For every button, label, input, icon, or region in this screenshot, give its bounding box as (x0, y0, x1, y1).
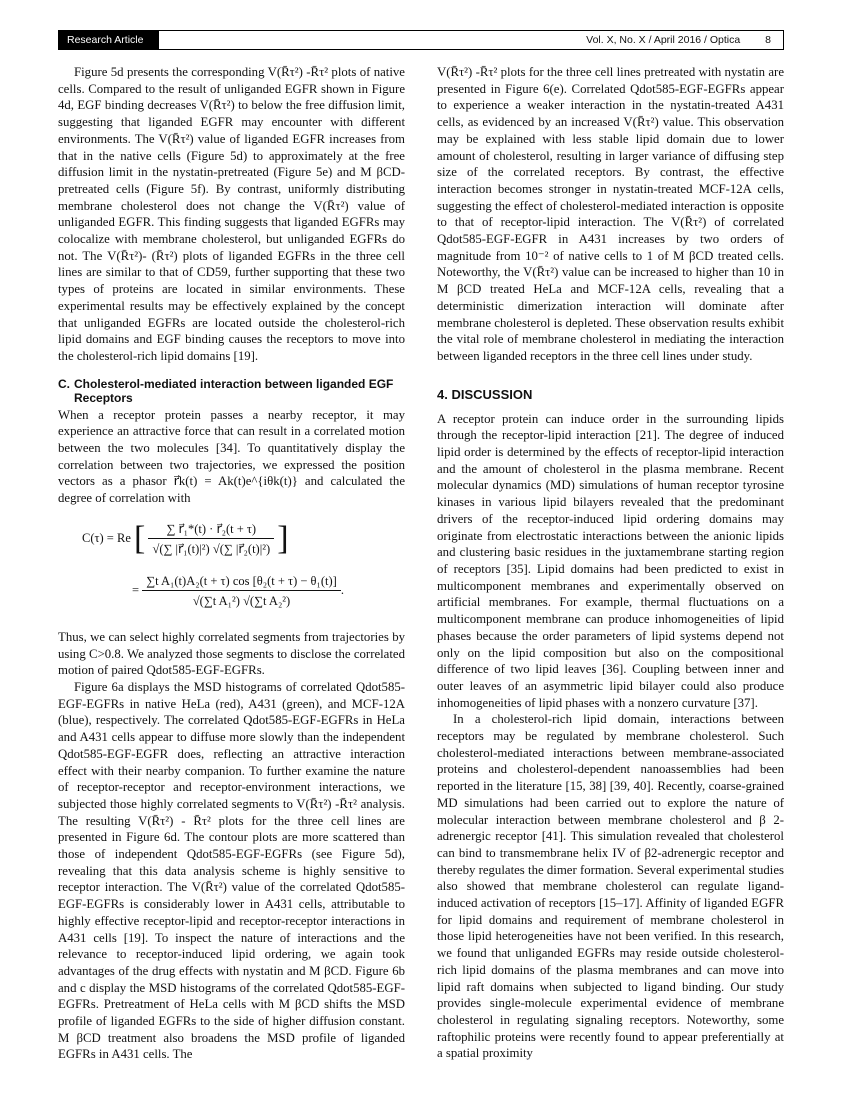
paragraph: Thus, we can select highly correlated segments from trajectories by using C>0.8. We analyzed those segments to disclose the correlated motion of paired Qdot585-EGF-EGFRs. (58, 629, 405, 678)
article-type-label: Research Article (59, 31, 159, 49)
fraction-numerator: ∑ r⃗₁*(t) · r⃗₂(t + τ) (148, 521, 274, 539)
fraction-denominator: √(∑t A₁²) √(∑t A₂²) (192, 593, 291, 608)
page-number: 8 (765, 34, 771, 46)
left-column (58, 64, 405, 1063)
running-header (58, 30, 784, 50)
journal-info (586, 31, 771, 49)
journal-volume-info: Vol. X, No. X / April 2016 / Optica (586, 34, 741, 46)
subsection-heading (58, 377, 405, 405)
paragraph: When a receptor protein passes a nearby receptor, it may experience an attractive force that can result in a correlated motion between the two molecules [34]. To quantitatively display the correlation between two trajectories, we expressed the position vectors as a phasor r⃗k(t) = Ak(t)e^{iθk(t)} and calculated the degree of correlation with (58, 407, 405, 506)
right-column (437, 64, 784, 1062)
paragraph: Figure 6a displays the MSD histograms of correlated Qdot585-EGF-EGFRs in native HeLa (red), A431 (green), and MCF-12A (blue), respectively. The correlated Qdot585-EGF-EGFRs in HeLa and A431 cells appear to diffuse more slowly than the independent Qdot585-EGF-EGFR does, reflecting an attractive interaction effect with their nearby companion. To further examine the nature of receptor-receptor and receptor-environment interactions, we subjected those highly correlated segments to V(R̄τ²) -R̄τ² analysis. The resulting V(R̄τ²) - R̄τ² plots for the three cell lines are presented in Figure 6d. The contour plots are more scattered than those of independent Qdot585-EGF-EGFRs (see Figure 5d), revealing that this data analysis scheme is highly sensitive to receptor interaction. The V(R̄τ²) value of the correlated Qdot585-EGF-EGFRs is considerably lower in A431 cells, attributable to highly effective receptor-lipid and receptor-receptor interactions in A431 cells [19]. To inspect the nature of interactions and the relevance to receptor-induced lipid ordering, we again took advantages of the drug effects with nystatin and M βCD. Figure 6b and c display the MSD histograms of the correlated Qdot585-EGF-EGFRs. Pretreatment of HeLa cells with M βCD shifts the MSD profile of liganded EGFRs to the side of higher diffusion constant. M βCD treatment also broadens the MSD profile of liganded EGFRs in A431 cells. The (58, 679, 405, 1062)
equation-period: . (340, 582, 344, 597)
correlation-equation (58, 513, 405, 625)
equation-fraction-2 (142, 573, 341, 609)
fraction-denominator: √(∑ |r⃗₁(t)|²) √(∑ |r⃗₂(t)|²) (152, 541, 271, 556)
fraction-numerator: ∑t A₁(t)A₂(t + τ) cos [θ₂(t + τ) − θ₁(t)] (142, 573, 341, 591)
paragraph: In a cholesterol-rich lipid domain, interactions between receptors may be regulated by membrane cholesterol. Such cholesterol-mediated interactions between membrane-associated proteins and cholesterol-dependent nanoassemblies had been reported in the literature [15, 38] [39, 40]. Recently, coarse-grained MD simulations had been carried out to explore the nature of molecular interaction between membrane cholesterol and β 2-adrenergic receptor [41]. This simulation revealed that cholesterol can bind to transmembrane helix IV of β2-adrenergic receptor and thereby regulates the dimer formation. Several experimental studies also showed that membrane cholesterol can regulate ligand-induced activation of receptors [15–17]. Affinity of liganded EGFR for lipid domains and requirement of membrane cholesterol in those lipid heterogeneities have not been verified. In this research, we found that unliganded EGFRs may reside outside cholesterol-rich lipid domains of the plasma membranes and can move into lipid raft domains when subjected to ligand binding. Our study provides single-molecule experimental evidence of membrane cholesterol in regulating signaling receptors. Noteworthy, some raftophilic proteins were recently found to appear preferentially at a spatial proximity (437, 712, 784, 1061)
subsection-title-line1: Cholesterol-mediated interaction between liganded EGF (74, 376, 394, 391)
section-heading: 4. DISCUSSION (437, 386, 533, 402)
equation-fraction-1 (148, 521, 274, 557)
bracket-open: [ (134, 520, 146, 558)
subsection-title-line2: Receptors (74, 390, 133, 405)
equation-lhs: C(τ) = Re (82, 530, 131, 545)
equation-equals: = (132, 582, 140, 597)
paragraph: V(R̄τ²) -R̄τ² plots for the three cell lines pretreated with nystatin are presented in Figure 6(e). Correlated Qdot585-EGF-EGFRs appear to experience a weaker interaction in the nystatin-treated A431 cells, as evidenced by an increased V(R̄τ²) value. This observation may be explained with less stable lipid domain due to lower amount of cholesterol, resulting in larger variance of diffusing step size of the correlated receptors. By contrast, the effective interaction becomes stronger in nystatin-treated MCF-12A cells, suggesting the effect of cholesterol-mediated interaction is opposite to that of receptor-lipid interaction. The V(R̄τ²) of correlated Qdot585-EGF-EGFR in A431 increases by two orders of magnitude from 10⁻² of native cells to 1 of M βCD treated cells. Noteworthy, the V(R̄τ²) value can be increased to higher than 10 in M βCD treated HeLa and MCF-12A cells, revealing that a deterministic dimerization interaction will dominate after membrane cholesterol is depleted. These observation results exhibit the vital role of membrane cholesterol in mediating the interaction between liganded receptors in the three cell lines under study. (437, 65, 784, 363)
bracket-close: ] (277, 520, 289, 558)
paragraph: Figure 5d presents the corresponding V(R̄τ²) -R̄τ² plots of native cells. Compared to the result of unliganded EGFR shown in Figure 4d, EGF binding decreases V(R̄τ²) to below the free diffusion limit, suggesting that liganded EGFR may encounter with different environments. The V(R̄τ²) value of liganded EGFR increases from that in the native cells (Figure 5d) to approximately at the free diffusion limit in the nystatin-pretreated (Figure 5e) and M βCD-pretreated cells (Figure 5f). By contrast, uniformly distributing membrane cholesterol does not change the V(R̄τ²) value of unliganded EGFR. This finding suggests that liganded EGFRs may colocalize with membrane cholesterol, but unliganded EGFRs do not. The V(R̄τ²)- (R̄τ²) plots of liganded EGFRs in the three cell lines are similar to that of CD59, further supporting that these two types of proteins are located in similar environments. These experimental results may be effectively explained by the concept that unliganded EGFRs are located outside the cholesterol-rich lipid domains and EGF binding causes the receptors to move into the cholesterol-rich lipid domains [19]. (58, 65, 405, 363)
subsection-letter: C. (58, 376, 70, 391)
paragraph: A receptor protein can induce order in the surrounding lipids through the receptor-lipid interaction [21]. The degree of induced lipid order is determined by the effects of receptor-lipid interaction and the amount of cholesterol in the plasma membrane. Recent molecular dynamics (MD) simulations of human receptor tyrosine kinases in various lipid bilayers revealed that the predominant drivers of the receptor-induced lipid ordering domains may originate from electrostatic interactions between the anionic lipids and clustering basic residues in the juxtamembrane starting region of receptors [35]. Lipid domains had been predicted to exist in multicomponent membranes and experimentally observed on artificial membranes. For example, thermal fluctuations on a multicomponent membrane can produce inhomogeneities of lipid phases because the order parameters of lipid systems depend not only on the lipid composition but also on the compositional difference of two lipid leaves [36]. Coupling between inner and outer leaves of an asymmetric lipid bilayer could also produce inhomogeneities of lipid phases with a nonzero curvature [37]. (437, 411, 784, 710)
